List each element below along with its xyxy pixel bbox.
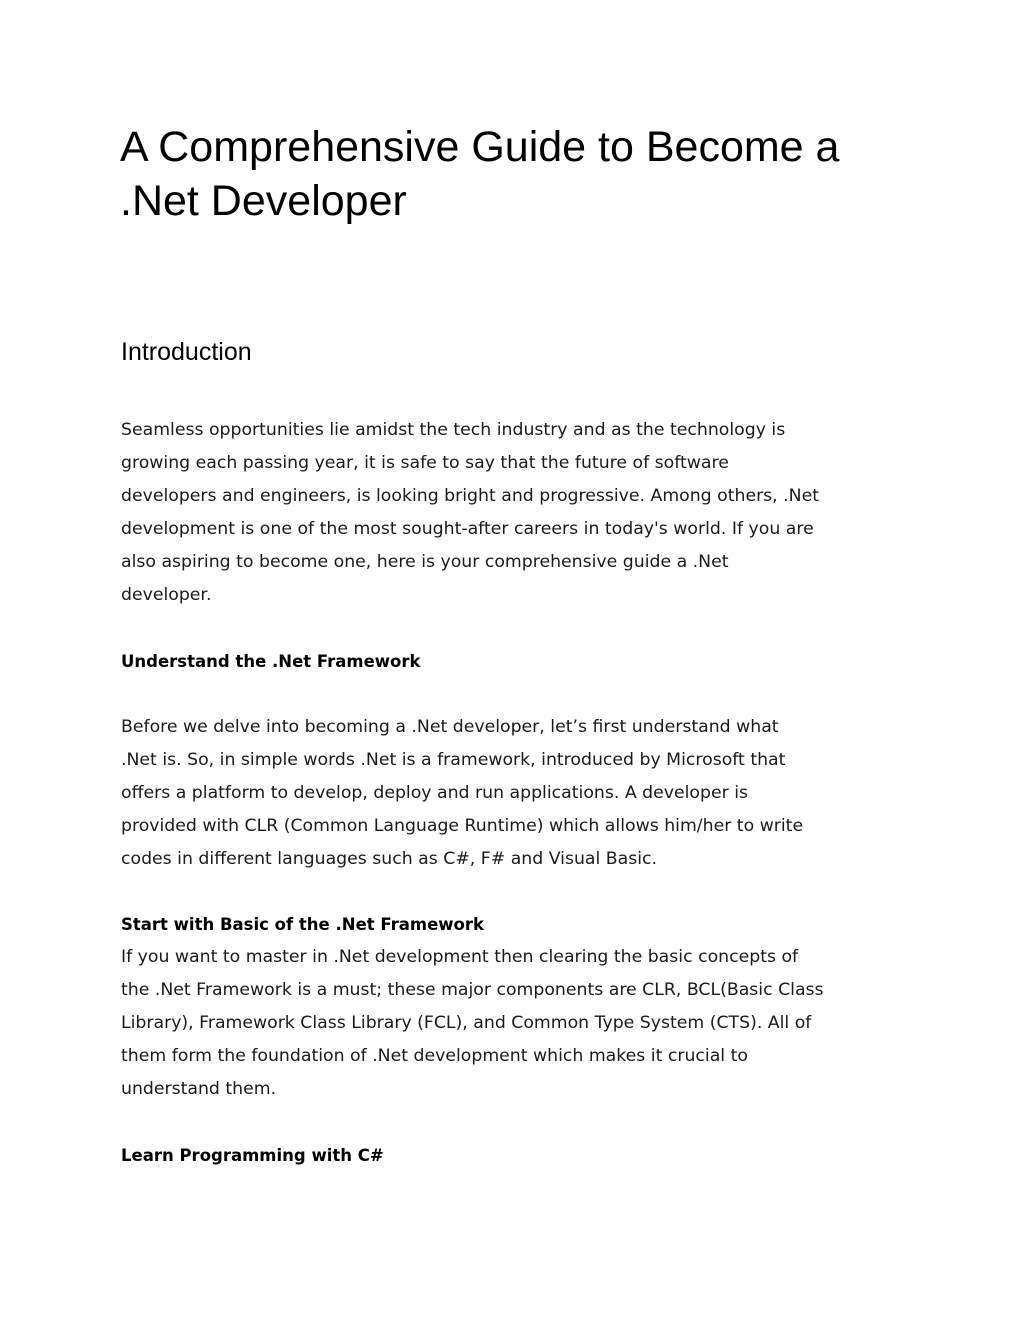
paragraph-line: developer. <box>121 585 212 605</box>
introduction-heading: Introduction <box>121 338 252 366</box>
paragraph-line: developers and engineers, is looking bright and progressive. Among others, .Net <box>121 486 820 506</box>
basics-heading: Start with Basic of the .Net Framework <box>121 915 484 934</box>
title-line: A Comprehensive Guide to Become a <box>120 123 840 171</box>
basics-paragraph <box>121 941 921 1106</box>
understand-heading: Understand the .Net Framework <box>121 652 421 671</box>
paragraph-line: understand them. <box>121 1079 277 1099</box>
paragraph-line: Seamless opportunities lie amidst the tech industry and as the technology is <box>121 420 786 440</box>
document-title <box>120 120 920 228</box>
paragraph-line: Library), Framework Class Library (FCL), and Common Type System (CTS). All of <box>121 1013 812 1033</box>
introduction-paragraph <box>121 414 921 612</box>
paragraph-line: them form the foundation of .Net development which makes it crucial to <box>121 1046 748 1066</box>
learn-heading: Learn Programming with C# <box>121 1146 384 1165</box>
paragraph-line: Before we delve into becoming a .Net developer, let’s first understand what <box>121 717 779 737</box>
paragraph-line: If you want to master in .Net development then clearing the basic concepts of <box>121 947 799 967</box>
paragraph-line: the .Net Framework is a must; these major components are CLR, BCL(Basic Class <box>121 980 824 1000</box>
paragraph-line: development is one of the most sought-after careers in today's world. If you are <box>121 519 814 539</box>
paragraph-line: offers a platform to develop, deploy and run applications. A developer is <box>121 783 748 803</box>
understand-paragraph <box>121 711 921 876</box>
paragraph-line: growing each passing year, it is safe to say that the future of software <box>121 453 729 473</box>
paragraph-line: provided with CLR (Common Language Runtime) which allows him/her to write <box>121 816 804 836</box>
paragraph-line: also aspiring to become one, here is your comprehensive guide a .Net <box>121 552 729 572</box>
title-line: .Net Developer <box>120 177 407 225</box>
paragraph-line: .Net is. So, in simple words .Net is a framework, introduced by Microsoft that <box>121 750 786 770</box>
paragraph-line: codes in different languages such as C#, F# and Visual Basic. <box>121 849 658 869</box>
